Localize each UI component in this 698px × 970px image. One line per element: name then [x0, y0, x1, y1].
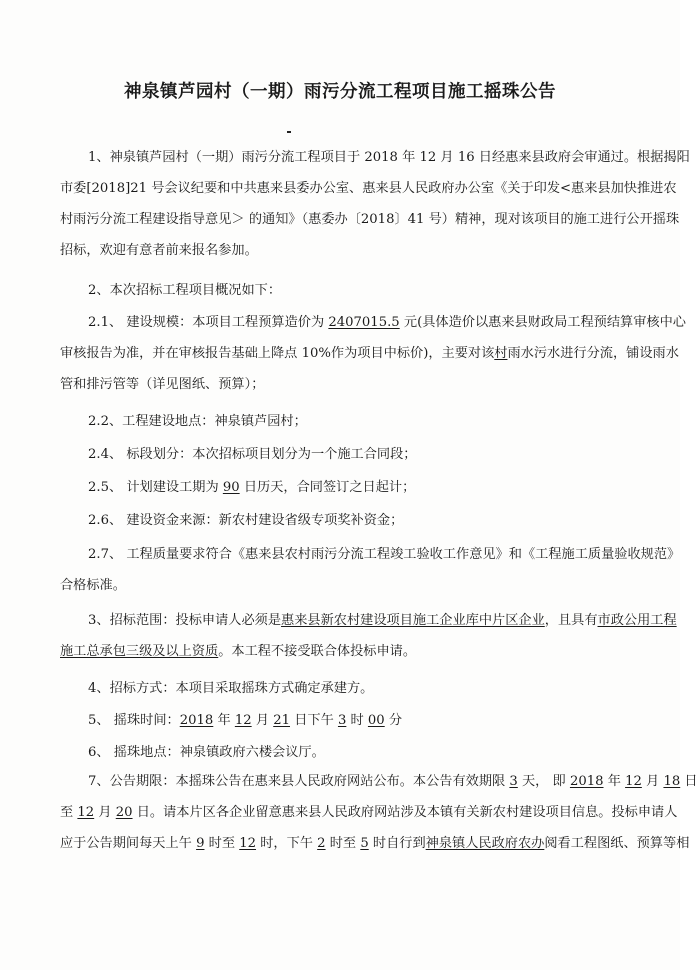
- paragraph-7-line-1: 7、公告期限：本摇珠公告在惠来县人民政府网站公布。本公告有效期限 3 天， 即 2018 年 12 月 18 日: [88, 774, 698, 789]
- paragraph-2-7-line-1: 2.7、 工程质量要求符合《惠来县农村雨污分流工程竣工验收工作意见》和《工程施工质量验收规范》: [88, 547, 681, 562]
- agriculture-office: 神泉镇人民政府农办: [425, 836, 545, 851]
- paragraph-7-line-2: 至 12 月 20 日。请本片区各企业留意惠来县人民政府网站涉及本镇有关新农村建设项目信息。投标申请人: [60, 805, 678, 820]
- paragraph-2-1-line-3: 管和排污管等（详见图纸、预算）；: [60, 377, 265, 392]
- paragraph-5: 5、 摇珠时间：2018 年 12 月 21 日下午 3 时 00 分: [88, 713, 403, 728]
- paragraph-1-line-3: 村雨污分流工程建设指导意见＞ 的通知》（惠委办〔2018〕41 号）精神，现对该项目的施工进行公开摇珠: [60, 212, 680, 227]
- qualification-part-1: 市政公用工程: [597, 613, 677, 628]
- paragraph-1-line-2: 市委[2018]21 号会议纪要和中共惠来县委办公室、惠来县人民政府办公室《关于印发<惠来县加快推进农: [60, 181, 677, 196]
- scan-speck: [287, 131, 291, 133]
- qualification-part-2: 施工总承包三级及以上资质: [60, 644, 219, 659]
- paragraph-6: 6、 摇珠地点：神泉镇政府六楼会议厅。: [88, 745, 325, 760]
- paragraph-2-1-line-1: 2.1、 建设规模：本项目工程预算造价为 2407015.5 元(具体造价以惠来县财政局工程预结算审核中心: [88, 315, 686, 330]
- paragraph-2-5: 2.5、 计划建设工期为 90 日历天，合同签订之日起计；: [88, 480, 416, 495]
- paragraph-2-6: 2.6、 建设资金来源：新农村建设省级专项奖补资金；: [88, 513, 404, 528]
- paragraph-2: 2、本次招标工程项目概况如下：: [88, 283, 282, 298]
- paragraph-2-1-line-2: 审核报告为准，并在审核报告基础上降点 10%作为项目中标价)，主要对该村雨水污水进行分流，铺设雨水: [60, 346, 679, 361]
- construction-days: 90: [222, 480, 240, 495]
- paragraph-4: 4、招标方式：本项目采取摇珠方式确定承建方。: [88, 681, 374, 696]
- village-underline: 村: [494, 346, 508, 361]
- paragraph-2-7-line-2: 合格标准。: [60, 578, 126, 593]
- enterprise-scope: 惠来县新农村建设项目施工企业库中片区企业: [281, 613, 545, 628]
- budget-amount: 2407015.5: [328, 315, 400, 330]
- document-title: 神泉镇芦园村（一期）雨污分流工程项目施工摇珠公告: [124, 82, 556, 102]
- paragraph-2-2: 2.2、工程建设地点：神泉镇芦园村；: [88, 414, 307, 429]
- paragraph-7-line-3: 应于公告期间每天上午 9 时至 12 时，下午 2 时至 5 时自行到神泉镇人民政府农办阅看工程图纸、预算等相: [60, 836, 690, 851]
- paragraph-1-line-4: 招标，欢迎有意者前来报名参加。: [60, 243, 258, 258]
- paragraph-3-line-2: 施工总承包三级及以上资质。本工程不接受联合体投标申请。: [60, 644, 417, 659]
- paragraph-1-line-1: 1、神泉镇芦园村（一期）雨污分流工程项目于 2018 年 12 月 16 日经惠来县政府会审通过。根据揭阳: [88, 150, 690, 165]
- paragraph-2-4: 2.4、 标段划分：本次招标项目划分为一个施工合同段；: [88, 447, 417, 462]
- paragraph-3-line-1: 3、招标范围：投标申请人必须是惠来县新农村建设项目施工企业库中片区企业，且具有市政公用工程: [88, 613, 677, 628]
